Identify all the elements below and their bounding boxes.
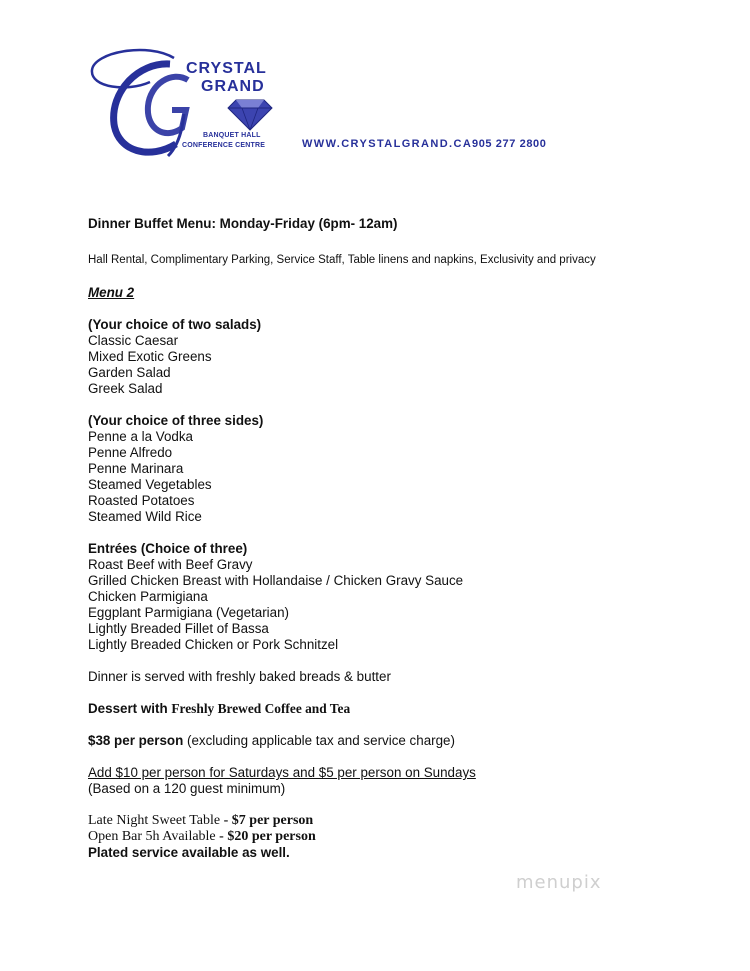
inclusions-text: Hall Rental, Complimentary Parking, Service Staff, Table linens and napkins, Exclusivity and privacy — [88, 254, 596, 266]
extra-item — [88, 829, 728, 845]
surcharge-note: Add $10 per person for Saturdays and $5 per person on Sundays — [88, 765, 476, 780]
entree-item: Eggplant Parmigiana (Vegetarian) — [88, 605, 289, 620]
dessert-label: Dessert with — [88, 701, 168, 716]
extra-price: - $20 per person — [219, 829, 316, 844]
tagline-conference: CONFERENCE CENTRE — [182, 142, 266, 149]
tagline-banquet: BANQUET HALL — [203, 132, 261, 139]
crystal-grand-logo — [88, 44, 298, 160]
salads-heading: (Your choice of two salads) — [88, 317, 262, 332]
dessert-detail: Freshly Brewed Coffee and Tea — [171, 701, 351, 716]
extra-item — [88, 813, 728, 829]
price-value: $38 per person — [88, 733, 184, 748]
price-line — [88, 733, 728, 749]
salad-item: Greek Salad — [88, 381, 163, 396]
salad-item: Mixed Exotic Greens — [88, 349, 212, 364]
bread-note: Dinner is served with freshly baked breads & butter — [88, 669, 391, 684]
extra-price: - $7 per person — [223, 813, 314, 828]
dessert-line — [88, 701, 728, 717]
salad-item: Garden Salad — [88, 365, 171, 380]
price-note: (excluding applicable tax and service charge) — [187, 733, 455, 748]
side-item: Penne Alfredo — [88, 445, 173, 460]
phone-number: 905 277 2800 — [472, 138, 547, 150]
side-item: Penne a la Vodka — [88, 429, 193, 444]
sides-heading: (Your choice of three sides) — [88, 413, 264, 428]
menupix-watermark: menupix — [516, 872, 602, 893]
side-item: Steamed Wild Rice — [88, 509, 202, 524]
entree-item: Lightly Breaded Fillet of Bassa — [88, 621, 269, 636]
entree-item: Chicken Parmigiana — [88, 589, 208, 604]
entree-item: Roast Beef with Beef Gravy — [88, 557, 253, 572]
brand-name-line2: GRAND — [201, 78, 265, 95]
entree-item: Grilled Chicken Breast with Hollandaise / Chicken Gravy Sauce — [88, 573, 464, 588]
extra-label: Late Night Sweet Table — [88, 813, 221, 828]
salad-item: Classic Caesar — [88, 333, 179, 348]
menu-label: Menu 2 — [88, 285, 135, 300]
plated-note: Plated service available as well. — [88, 845, 290, 860]
website-link[interactable]: WWW.CRYSTALGRAND.CA — [302, 138, 473, 150]
minimum-note: (Based on a 120 guest minimum) — [88, 781, 286, 796]
menu-document — [88, 216, 728, 861]
extra-label: Open Bar 5h Available — [88, 829, 216, 844]
entree-item: Lightly Breaded Chicken or Pork Schnitzel — [88, 637, 339, 652]
side-item: Steamed Vegetables — [88, 477, 212, 492]
side-item: Penne Marinara — [88, 461, 184, 476]
menu-title: Dinner Buffet Menu: Monday-Friday (6pm- 12am) — [88, 216, 398, 231]
entrees-heading: Entrées (Choice of three) — [88, 541, 248, 556]
side-item: Roasted Potatoes — [88, 493, 195, 508]
brand-name-line1: CRYSTAL — [186, 60, 267, 77]
